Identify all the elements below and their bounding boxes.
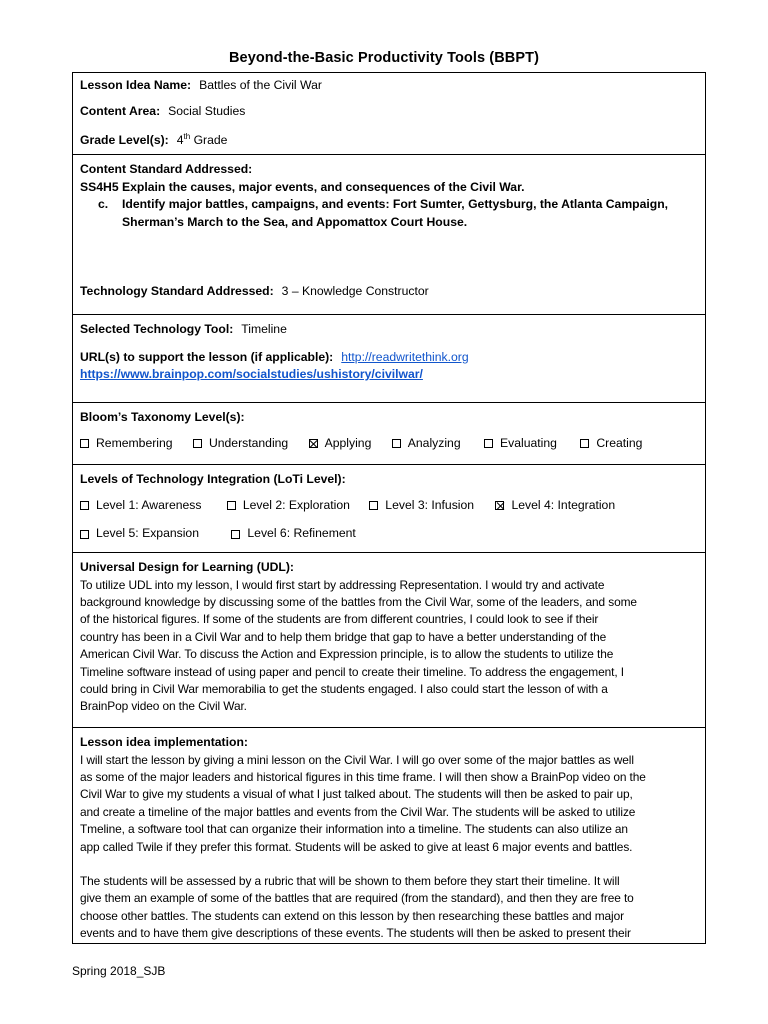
standard-item-line-1: Identify major battles, campaigns, and events: Fort Sumter, Gettysburg, the Atlanta Campaign,	[122, 197, 669, 211]
blooms-option-analyzing[interactable]: Analyzing	[392, 435, 461, 453]
implementation-line: Tmeline, a software tool that can organize their information into a timeline. The students can also utilize an	[80, 822, 628, 837]
loti-section	[73, 465, 705, 553]
grade-level-suffix: th	[183, 132, 191, 141]
url-label: URL(s) to support the lesson (if applicable):	[80, 349, 334, 364]
blooms-option-remembering[interactable]: Remembering	[80, 435, 173, 453]
implementation-line: as some of the major leaders and historical figures in this time frame. I will then show a BrainPop video on the	[80, 769, 646, 784]
brainpop-link[interactable]: https://www.brainpop.com/socialstudies/ushistory/civilwar/	[80, 367, 423, 381]
standard-item-label: c.	[98, 197, 109, 211]
content-standard-code: SS4H5 Explain the causes, major events, and consequences of the Civil War.	[80, 179, 525, 194]
implementation-line: I will start the lesson by giving a mini lesson on the Civil War. I will go over some of the major battles as well	[80, 752, 634, 767]
loti-option-level-5[interactable]: Level 5: Expansion	[80, 525, 199, 543]
implementation-line: events and to have them give descriptions of these events. The students will then be asked to present their	[80, 926, 631, 941]
implementation-line: and create a timeline of the major battles and events from the Civil War. The students will be asked to utilize	[80, 804, 636, 819]
implementation-line: choose other battles. The students can extend on this lesson by then researching these battles and major	[80, 908, 624, 923]
udl-section	[73, 553, 705, 728]
udl-line: American Civil War. To discuss the Action and Expression principle, is to allow the students to utilize the	[80, 647, 614, 662]
implementation-section	[73, 728, 705, 944]
blooms-options	[80, 435, 698, 454]
standard-item-c	[98, 196, 698, 231]
udl-line: BrainPop video on the Civil War.	[80, 699, 247, 714]
loti-option-level-3[interactable]: Level 3: Infusion	[369, 497, 474, 515]
lesson-name-row	[80, 77, 698, 94]
udl-line: could bring in Civil War memorabilia to get the students engaged. I also could start the lesson of with a	[80, 681, 608, 696]
loti-option-level-1[interactable]: Level 1: Awareness	[80, 497, 201, 515]
checkbox-checked-icon[interactable]	[309, 439, 318, 448]
checkbox-icon[interactable]	[193, 439, 202, 448]
udl-line: Timeline software instead of using paper and pencil to create their timeline. To address the engagement, I	[80, 664, 624, 679]
blooms-section	[73, 403, 705, 465]
implementation-paragraph-2	[80, 873, 698, 943]
loti-option-level-2[interactable]: Level 2: Exploration	[227, 497, 350, 515]
checkbox-icon[interactable]	[369, 501, 378, 510]
implementation-heading: Lesson idea implementation:	[80, 735, 248, 749]
lesson-plan-table	[72, 72, 706, 944]
blooms-option-applying[interactable]: Applying	[309, 435, 372, 453]
checkbox-icon[interactable]	[80, 439, 89, 448]
grade-level-number: 4	[176, 133, 184, 148]
tech-standard-value: 3 – Knowledge Constructor	[281, 284, 429, 298]
loti-option-level-4[interactable]: Level 4: Integration	[495, 497, 615, 515]
blooms-option-creating[interactable]: Creating	[580, 435, 642, 453]
implementation-paragraph-1	[80, 752, 698, 856]
checkbox-icon[interactable]	[392, 439, 401, 448]
grade-level-word: Grade	[193, 133, 228, 148]
standard-item-line-2: Sherman’s March to the Sea, and Appomattox Court House.	[122, 214, 468, 229]
url-row	[80, 349, 698, 367]
checkbox-icon[interactable]	[231, 530, 240, 539]
checkbox-icon[interactable]	[580, 439, 589, 448]
loti-option-level-6[interactable]: Level 6: Refinement	[231, 525, 355, 543]
loti-heading: Levels of Technology Integration (LoTi Level):	[80, 472, 346, 486]
tech-tool-row	[80, 321, 698, 339]
implementation-line: app called Twile if they prefer this format. Students will be asked to give at least 6 major events and battles.	[80, 839, 633, 854]
content-area-value: Social Studies	[168, 104, 246, 118]
udl-paragraph	[80, 577, 698, 716]
grade-level-row	[80, 128, 698, 149]
content-standard-heading: Content Standard Addressed:	[80, 162, 253, 176]
checkbox-checked-icon[interactable]	[495, 501, 504, 510]
checkbox-icon[interactable]	[227, 501, 236, 510]
content-area-label: Content Area:	[80, 104, 161, 118]
implementation-line: The students will be assessed by a rubric that will be shown to them before they start their timeline. It will	[80, 873, 620, 888]
url-row-2	[80, 366, 698, 384]
tech-standard-label: Technology Standard Addressed:	[80, 284, 274, 298]
readwritethink-link[interactable]: http://readwritethink.org	[341, 349, 469, 364]
udl-heading: Universal Design for Learning (UDL):	[80, 560, 294, 574]
page-footer: Spring 2018_SJB	[72, 964, 166, 978]
checkbox-icon[interactable]	[80, 530, 89, 539]
tech-tool-value: Timeline	[241, 322, 287, 336]
udl-line: background knowledge by discussing some of the battles from the Civil War, some of the leaders, and some	[80, 594, 637, 609]
udl-line: To utilize UDL into my lesson, I would first start by addressing Representation. I would try and activate	[80, 577, 605, 592]
standards-section	[73, 155, 705, 315]
loti-options-row-2	[80, 525, 698, 544]
tech-standard-row	[80, 283, 698, 301]
content-area-row	[80, 103, 698, 120]
checkbox-icon[interactable]	[80, 501, 89, 510]
tech-tool-label: Selected Technology Tool:	[80, 322, 234, 336]
blooms-heading: Bloom’s Taxonomy Level(s):	[80, 410, 245, 424]
lesson-name-label: Lesson Idea Name:	[80, 78, 192, 92]
udl-line: of the historical figures. If some of the students are from different countries, I could look to see if their	[80, 612, 599, 627]
document-title: Beyond-the-Basic Productivity Tools (BBPT)	[228, 50, 540, 66]
grade-level-label: Grade Level(s):	[80, 133, 169, 148]
loti-options-row-1	[80, 497, 698, 516]
implementation-line: give them an example of some of the battles that are required (from the standard), and then they are free to	[80, 891, 634, 906]
blooms-option-understanding[interactable]: Understanding	[193, 435, 288, 453]
checkbox-icon[interactable]	[484, 439, 493, 448]
blooms-option-evaluating[interactable]: Evaluating	[484, 435, 557, 453]
implementation-line: Civil War to give my students a visual of what I just talked about. The students will then be asked to pair up,	[80, 787, 633, 802]
technology-tool-section	[73, 315, 705, 403]
udl-line: country has been in a Civil War and to help them bridge that gap to have a better understanding of the	[80, 629, 607, 644]
lesson-name-value: Battles of the Civil War	[199, 78, 322, 92]
lesson-basics-section	[73, 73, 705, 155]
